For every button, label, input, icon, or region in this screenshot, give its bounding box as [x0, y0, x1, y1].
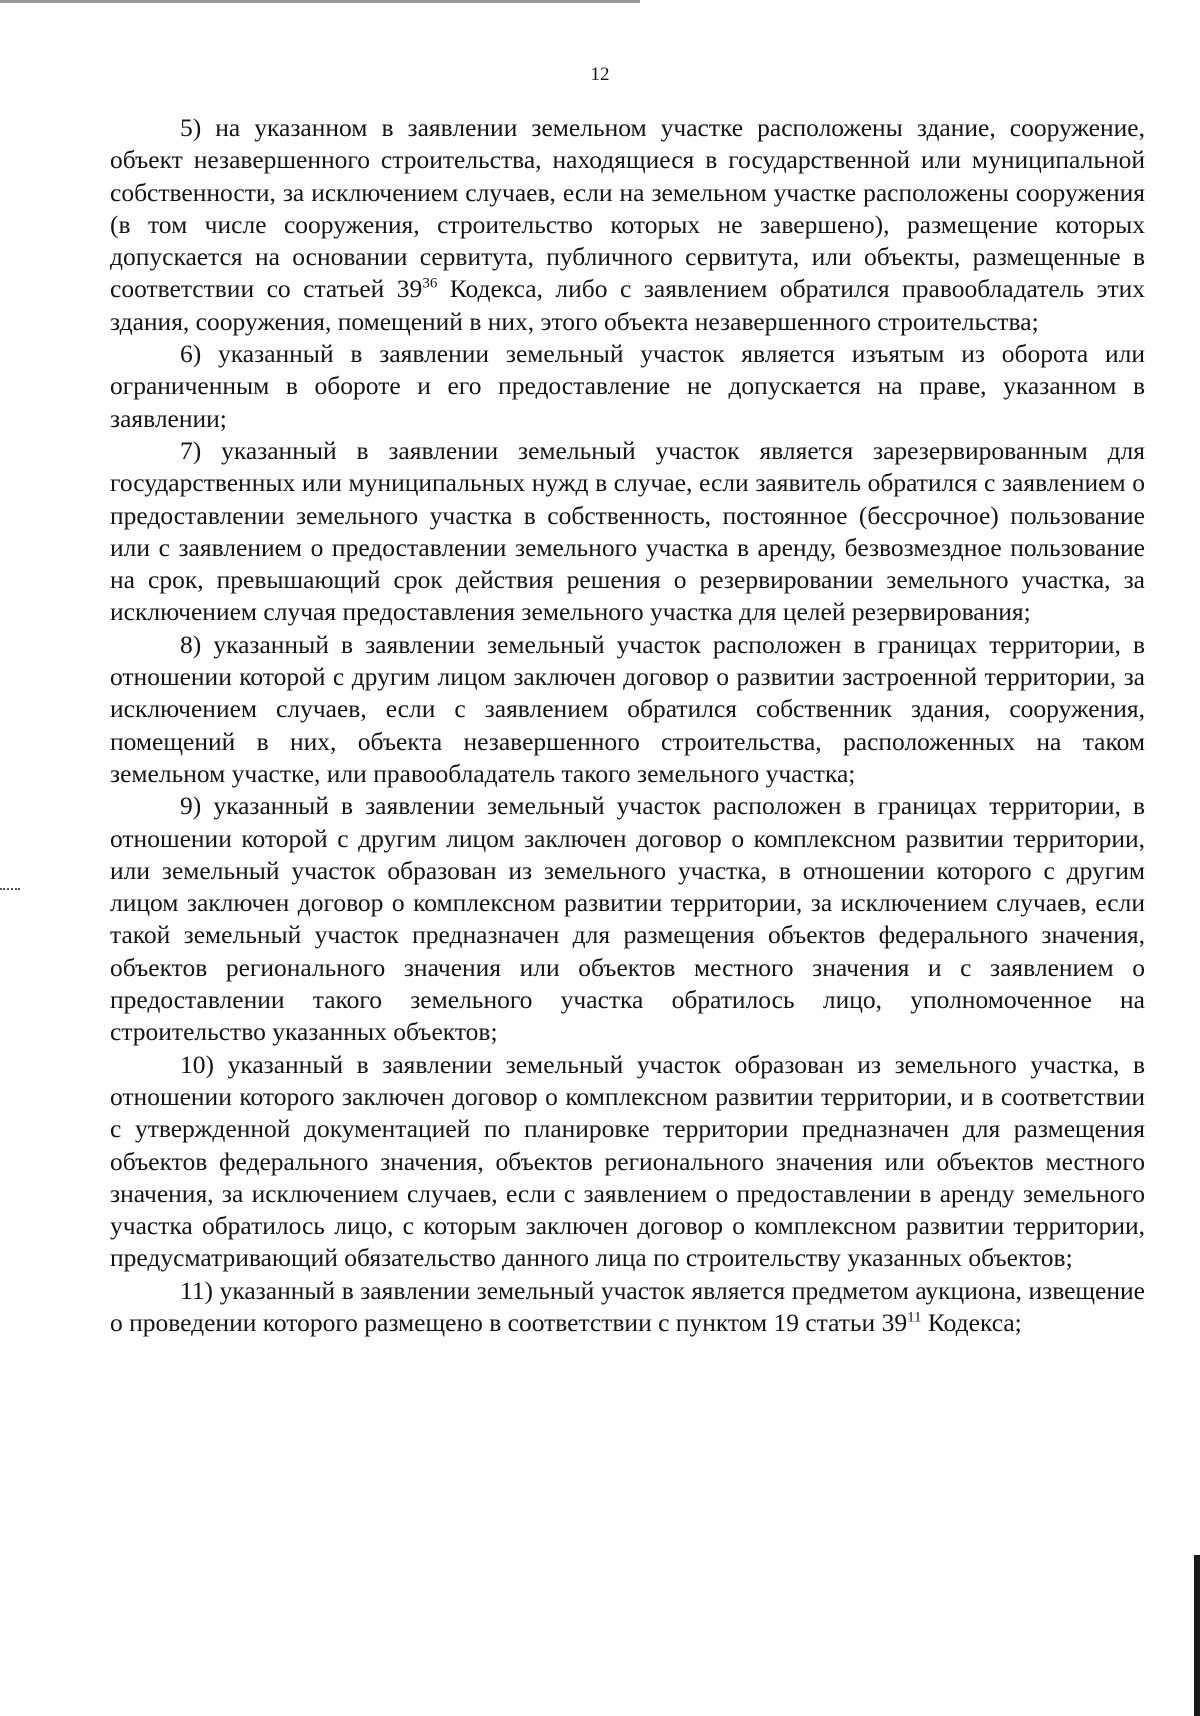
article-superscript: 11: [907, 1309, 922, 1326]
document-body: [110, 112, 1145, 1339]
scan-artifact-left-mark: [0, 888, 20, 892]
clause-6: 6) указанный в заявлении земельный участок является изъятым из оборота или ограниченным в обороте и его предоставление не допускается на праве, указанном в заявлении;: [110, 339, 1145, 433]
clause-10: 10) указанный в заявлении земельный участок образован из земельного участка, в отношении которого заключен договор о комплексном развитии территории, и в соответствии с утвержденной документацией по планировке территории предназначен для размещения объектов федерального значения, объектов регионального значения или объектов местного значения, за исключением случаев, если с заявлением о предоставлении в аренду земельного участка обратилось лицо, с которым заключен договор о комплексном развитии территории, предусматривающий обязательство данного лица по строительству указанных объектов;: [110, 1049, 1145, 1273]
scan-artifact-right-edge: [1194, 1555, 1200, 1716]
clause-text: 11) указанный в заявлении земельный участок является предметом аукциона, извещение о проведении которого размещено в соответствии с пунктом 19 статьи 39: [110, 1275, 1145, 1337]
page-number: 12: [590, 64, 610, 85]
article-superscript: 36: [422, 275, 438, 292]
scan-artifact-top-line: [0, 0, 640, 3]
clause-11: [110, 1275, 1145, 1340]
clause-9: 9) указанный в заявлении земельный участок расположен в границах территории, в отношении которой с другим лицом заключен договор о комплексном развитии территории, или земельный участок образован из земельного участка, в отношении которого с другим лицом заключен договор о комплексном развитии территории, за исключением случаев, если такой земельный участок предназначен для размещения объектов федерального значения, объектов регионального значения или объектов местного значения и с заявлением о предоставлении такого земельного участка обратилось лицо, уполномоченное на строительство указанных объектов;: [110, 791, 1145, 1047]
clause-8: 8) указанный в заявлении земельный участок расположен в границах территории, в отношении которой с другим лицом заключен договор о развитии застроенной территории, за исключением случаев, если с заявлением обратился собственник здания, сооружения, помещений в них, объекта незавершенного строительства, расположенных на таком земельном участке, или правообладатель такого земельного участка;: [110, 629, 1145, 788]
clause-7: 7) указанный в заявлении земельный участок является зарезервированным для государственных или муниципальных нужд в случае, если заявитель обратился с заявлением о предоставлении земельного участка в собственность, постоянное (бессрочное) пользование или с заявлением о предоставлении земельного участка в аренду, безвозмездное пользование на срок, превышающий срок действия решения о резервировании земельного участка, за исключением случая предоставления земельного участка для целей резервирования;: [110, 435, 1145, 627]
clause-tail: Кодекса, либо с заявлением обратился правообладатель этих здания, сооружения, помещений в них, этого объекта незавершенного строительства;: [110, 274, 1146, 336]
clause-5: [110, 112, 1145, 338]
clause-tail: Кодекса;: [921, 1307, 1022, 1337]
clause-text: 5) на указанном в заявлении земельном участке расположены здание, сооружение, объект незавершенного строительства, находящиеся в государственной или муниципальной собственности, за исключением случаев, если на земельном участке расположены сооружения (в том числе сооружения, строительство которых не завершено), размещение которых допускается на основании сервитута, публичного сервитута, или объекты, размещенные в соответствии со статьей 39: [110, 113, 1145, 304]
